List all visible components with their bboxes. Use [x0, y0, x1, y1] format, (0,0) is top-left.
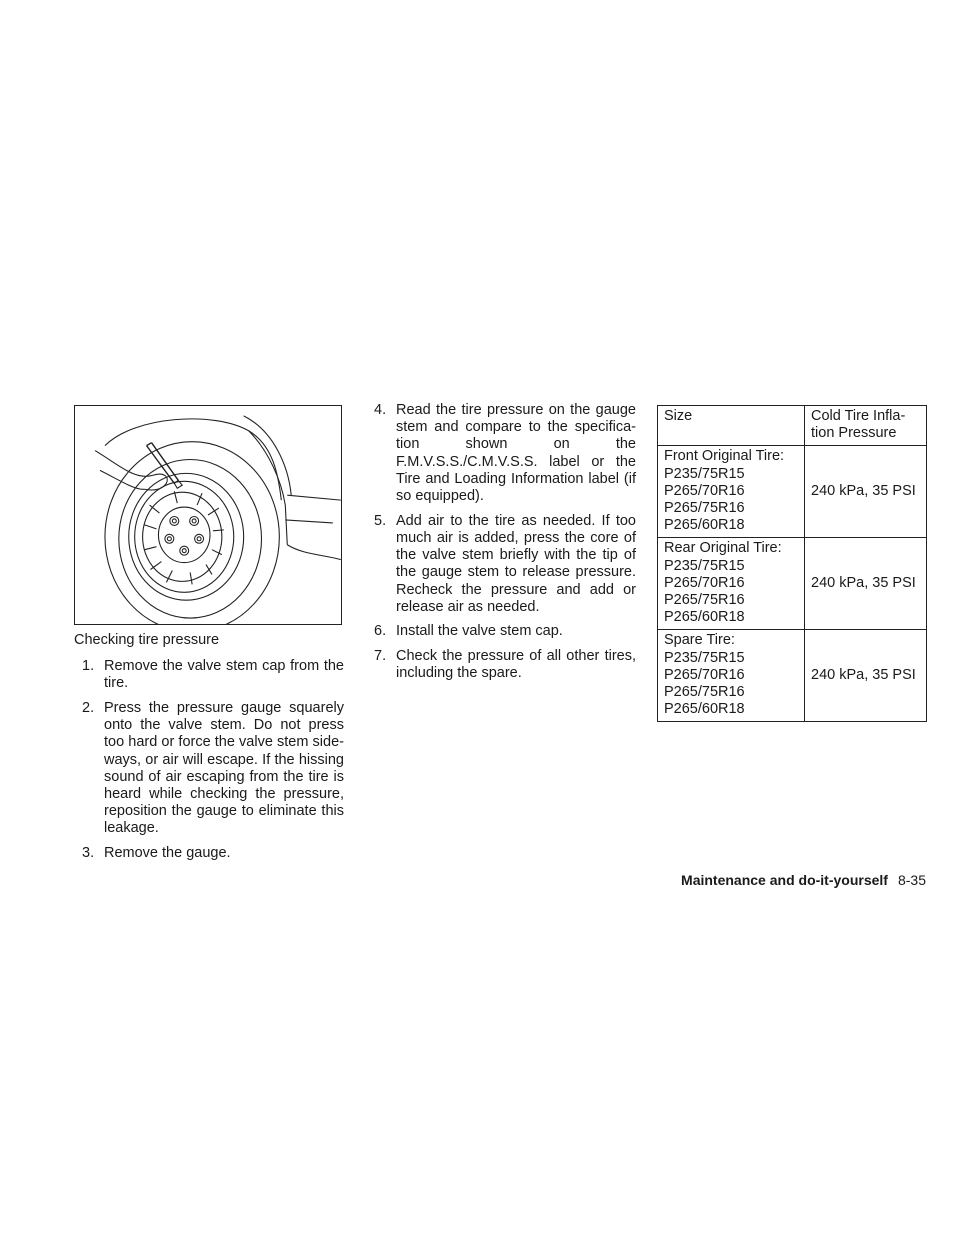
step-text: Press the pressure gauge squarely onto the valve stem. Do not press too hard or force the valve stem sideways, or air will escape. If the hissing sound of air escaping from the tire is heard while checking the pressure, reposition the gauge to eliminate this leakage.: [104, 699, 344, 837]
figure-caption: Checking tire pressure: [74, 632, 220, 648]
step-item: [366, 402, 636, 505]
step-text: Remove the valve stem cap from the tire.: [104, 658, 344, 692]
row-title: Spare Tire:: [664, 632, 735, 649]
header-pressure: [805, 406, 927, 446]
step-number: 3.: [82, 845, 95, 862]
step-text: Read the tire pressure on the gauge stem and compare to the specification shown on the F.M.V.S.S./C.M.V.S.S. label or the Tire and Loading Information label (if so equipped).: [396, 402, 636, 505]
pressure-cell: 240 kPa, 35 PSI: [805, 538, 927, 630]
header-size: Size: [658, 406, 805, 446]
step-item: [366, 513, 636, 616]
pressure-cell: 240 kPa, 35 PSI: [805, 630, 927, 722]
tire-gauge-drawing: [75, 406, 341, 624]
step-item: [74, 658, 344, 692]
size-cell: [658, 630, 805, 722]
step-text: Remove the gauge.: [104, 845, 231, 862]
tire-size: P235/75R15: [664, 465, 745, 482]
tire-pressure-illustration: [74, 405, 342, 625]
step-number: 1.: [82, 658, 95, 674]
steps-list-right: [366, 402, 636, 690]
steps-list-left: [74, 658, 344, 870]
step-item: [366, 648, 636, 682]
step-text: Add air to the tire as needed. If too much air is added, press the core of the valve stem briefly with the tip of the gauge stem to release pressure. Recheck the pressure and add or release air as needed.: [396, 512, 636, 615]
tire-size: P265/60R18: [664, 701, 745, 718]
step-number: 4.: [374, 402, 387, 418]
row-title: Front Original Tire:: [664, 448, 785, 465]
tire-size: P265/70R16: [664, 666, 745, 683]
footer-section-title: Maintenance and do-it-yourself: [681, 872, 888, 888]
step-item: [366, 623, 636, 640]
header-pressure-line: Cold Tire Infla-: [811, 408, 906, 424]
step-text: Check the pressure of all other tires, including the spare.: [396, 648, 636, 682]
size-cell: [658, 538, 805, 630]
step-text: Install the valve stem cap.: [396, 623, 563, 640]
tire-size: P265/75R16: [664, 500, 745, 517]
row-title: Rear Original Tire:: [664, 540, 782, 557]
tire-size: P265/75R16: [664, 684, 745, 701]
tire-size: P265/70R16: [664, 482, 745, 499]
tire-size: P265/60R18: [664, 517, 745, 534]
table-header-row: [658, 406, 927, 446]
tire-size: P265/70R16: [664, 574, 745, 591]
tire-size: P265/60R18: [664, 609, 745, 626]
header-pressure-line: tion Pressure: [811, 425, 897, 442]
table-row: [658, 538, 927, 630]
step-number: 2.: [82, 699, 95, 716]
table-row: [658, 446, 927, 538]
step-number: 6.: [374, 623, 387, 640]
step-number: 5.: [374, 512, 387, 529]
tire-size: P235/75R15: [664, 649, 745, 666]
footer-page-number: 8-35: [897, 872, 926, 888]
page-footer: [681, 872, 926, 888]
step-item: [74, 700, 344, 838]
pressure-cell: 240 kPa, 35 PSI: [805, 446, 927, 538]
step-item: [74, 845, 344, 862]
tire-size: P235/75R15: [664, 557, 745, 574]
size-cell: [658, 446, 805, 538]
step-number: 7.: [374, 648, 387, 665]
tire-size: P265/75R16: [664, 592, 745, 609]
table-row: [658, 630, 927, 722]
tire-pressure-table: [657, 405, 927, 722]
